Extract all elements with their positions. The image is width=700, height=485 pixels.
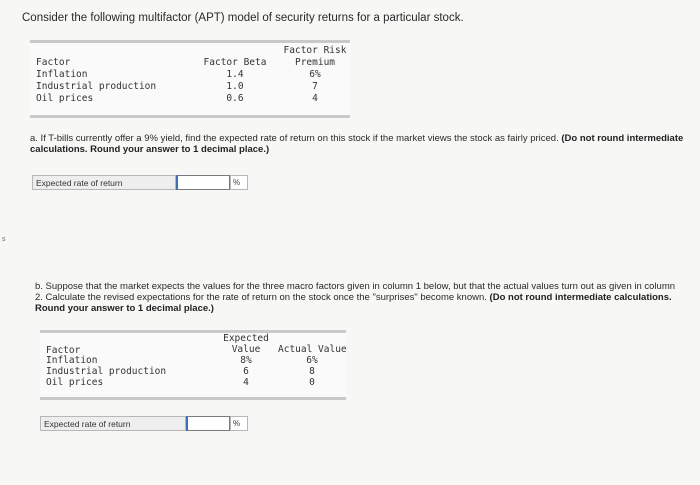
table1-row-premium: 6% xyxy=(309,69,321,80)
intro-text: Consider the following multifactor (APT) model of security returns for a particular stock. xyxy=(22,12,464,24)
part-b-instructions: (Do not round intermediate calculations. Round your answer to 1 decimal place.) xyxy=(35,292,672,314)
table2-row-actual: 8 xyxy=(309,366,315,377)
table1-row-factor: Industrial production xyxy=(36,81,157,92)
table2-header-expected-l2: Value xyxy=(231,344,261,355)
table1-row-premium: 7 xyxy=(312,81,318,92)
table1-row-beta: 1.0 xyxy=(226,81,244,92)
table2-row-factor: Industrial production xyxy=(46,366,167,377)
table2-header-actual: Actual Value xyxy=(278,344,347,355)
table1-header-premium-l1: Factor Risk xyxy=(283,45,347,56)
table2-row-factor: Inflation xyxy=(46,355,98,366)
table1-row-beta: 0.6 xyxy=(226,93,244,104)
table1-row-factor: Inflation xyxy=(36,69,88,80)
table1-header-beta: Factor Beta xyxy=(203,57,267,68)
part-a-text: a. If T-bills currently offer a 9% yield, find the expected rate of return on this stock if the market views the stock as fairly priced. xyxy=(30,133,559,144)
table2-row-factor: Oil prices xyxy=(46,377,104,388)
expected-actual-table xyxy=(40,330,346,400)
part-a-answer-row xyxy=(32,174,248,191)
part-a-instructions: (Do not round intermediate calculations. Round your answer to 1 decimal place.) xyxy=(30,133,684,155)
factor-beta-table xyxy=(30,40,350,118)
part-b-answer-input[interactable] xyxy=(186,416,230,431)
table1-header-premium-l2: Premium xyxy=(294,57,336,68)
table2-row-actual: 0 xyxy=(309,377,315,388)
part-b-text: b. Suppose that the market expects the values for the three macro factors given in column 1 below, but that the actual values turn out as given in column 2. Calculate the revised expectations for the rate of return on the stock once the "surprises" become known. xyxy=(35,281,676,303)
table1-row-beta: 1.4 xyxy=(226,69,244,80)
part-b-answer-label: Expected rate of return xyxy=(40,416,186,431)
part-a-answer-label: Expected rate of return xyxy=(32,175,176,190)
part-a-unit: % xyxy=(230,175,248,190)
table2-header-factor: Factor xyxy=(46,345,81,356)
table2-row-actual: 6% xyxy=(306,355,318,366)
table1-row-factor: Oil prices xyxy=(36,93,94,104)
part-b-answer-row xyxy=(40,415,248,432)
table2-row-expected: 6 xyxy=(243,366,249,377)
part-b-unit: % xyxy=(230,416,248,431)
edge-mark: s xyxy=(2,236,6,243)
table2-row-expected: 4 xyxy=(243,377,249,388)
table2-row-expected: 8% xyxy=(240,355,252,366)
table2-header-expected-l1: Expected xyxy=(223,333,269,344)
part-a-question xyxy=(30,133,692,155)
part-b-question xyxy=(35,281,685,314)
table1-row-premium: 4 xyxy=(312,93,318,104)
part-a-answer-input[interactable] xyxy=(176,175,230,190)
table1-header-factor: Factor xyxy=(36,57,71,68)
